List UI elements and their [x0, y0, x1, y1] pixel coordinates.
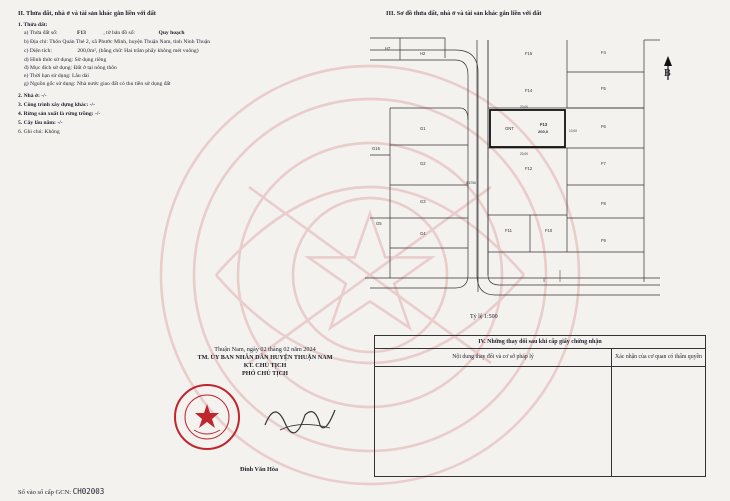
parcel-label-g15: G15	[372, 146, 380, 151]
note-item: 6. Ghi chú: Không	[18, 129, 60, 135]
changes-title: IV. Những thay đổi sau khi cấp giấy chứng nhận	[375, 336, 705, 349]
map-sheet-value: Quy hoạch	[158, 30, 185, 36]
map-section-title: III. Sơ đồ thửa đất, nhà ở và tài sản khác gắn liền với đất	[386, 10, 542, 17]
signer-role: PHÓ CHỦ TỊCH	[242, 370, 288, 377]
usage-origin: g) Nguồn gốc sử dụng: Nhà nước giao đất có thu tiền sử dụng đất	[24, 81, 171, 87]
parcel-label-h2: H2	[420, 51, 426, 56]
signature-block	[160, 346, 370, 378]
handwritten-signature	[260, 395, 340, 440]
parcel-number: F13	[76, 30, 86, 36]
official-seal-icon	[172, 382, 242, 452]
highlight-area: 200,0	[538, 129, 549, 134]
parcel-label-f7: F7	[601, 161, 606, 166]
parcel-label-f10: F10	[545, 228, 553, 233]
parcel-label-f5: F5	[601, 86, 606, 91]
construction-item: 3. Công trình xây dựng khác: -/-	[18, 102, 95, 108]
signer-name: Đinh Văn Hòa	[240, 466, 279, 473]
issuing-organization: TM. ỦY BAN NHÂN DÂN HUYỆN THUẬN NAM	[197, 354, 333, 361]
gcn-number: CH02003	[72, 487, 105, 496]
parcel-number-label: a) Thửa đất số:	[24, 30, 58, 36]
area-value: 200,0m², (bằng chữ: Hai trăm phẩy không mét vuông)	[77, 48, 199, 54]
usage-form: d) Hình thức sử dụng: Sử dụng riêng	[24, 57, 107, 63]
parcel-label-f9: F9	[601, 238, 606, 243]
gcn-register-number	[18, 487, 104, 496]
parcel-label-f12: F12	[525, 166, 533, 171]
perennial-item: 5. Cây lâu năm: -/-	[18, 120, 63, 126]
dimension-side: 10,00	[569, 129, 577, 133]
usage-term: e) Thời hạn sử dụng: Lâu dài	[24, 73, 89, 79]
map-sheet-label: , tờ bản đồ số:	[103, 30, 136, 36]
changes-content-header: Nội dung thay đổi và cơ sở pháp lý	[375, 349, 611, 367]
parcel-label-f15: F15	[525, 51, 533, 56]
dimension-top: 20,00	[520, 105, 528, 109]
parcel-label-f14: F14	[525, 88, 533, 93]
parcel-label-g2: G2	[420, 161, 426, 166]
parcel-map	[360, 20, 720, 325]
dimension-bottom: 20,00	[520, 152, 528, 156]
gcn-label: Số vào sổ cấp GCN:	[18, 489, 73, 496]
highlight-parcel: F13	[540, 122, 548, 127]
north-letter: B	[664, 68, 671, 79]
changes-content-column	[375, 349, 612, 476]
parcel-label-f4: F4	[601, 50, 606, 55]
address: b) Địa chỉ: Thôn Quán Thẻ 2, xã Phước Minh, huyện Thuận Nam, tỉnh Ninh Thuận	[24, 39, 211, 45]
section-2-title: II. Thửa đất, nhà ở và tài sản khác gắn liền với đất	[18, 10, 156, 17]
parcel-label-f8: F8	[601, 201, 606, 206]
parcel-label-g3: G3	[420, 199, 426, 204]
house-item: 2. Nhà ở: -/-	[18, 93, 47, 99]
parcel-label-h7: H7	[385, 46, 391, 51]
area-row	[24, 48, 199, 54]
parcel-label-g4: G4	[420, 231, 426, 236]
parcel-heading: 1. Thửa đất:	[18, 22, 48, 28]
road-width: 8,5756	[466, 181, 476, 185]
parcel-number-row	[24, 30, 184, 36]
usage-purpose: đ) Mục đích sử dụng: Đất ở tại nông thôn	[24, 65, 117, 71]
parcel-label-g5: G5	[376, 221, 382, 226]
forest-item: 4. Rừng sản xuất là rừng trồng: -/-	[18, 111, 101, 117]
changes-table	[374, 335, 706, 477]
parcel-label-f6: F6	[601, 124, 606, 129]
highlighted-parcel	[490, 110, 565, 147]
changes-confirmation-column	[612, 349, 705, 476]
on-behalf-title: KT. CHỦ TỊCH	[243, 362, 287, 369]
parcel-label-g1: G1	[420, 126, 426, 131]
area-label: c) Diện tích:	[24, 48, 52, 54]
signing-date: Thuận Nam, ngày 02 tháng 02 năm 2024	[214, 346, 316, 353]
map-scale: Tỷ lệ 1:500	[470, 314, 498, 320]
changes-confirmation-header: Xác nhận của cơ quan có thẩm quyền	[612, 349, 705, 367]
parcel-label-f11: F11	[505, 228, 512, 233]
highlight-type: ONT	[505, 126, 514, 131]
